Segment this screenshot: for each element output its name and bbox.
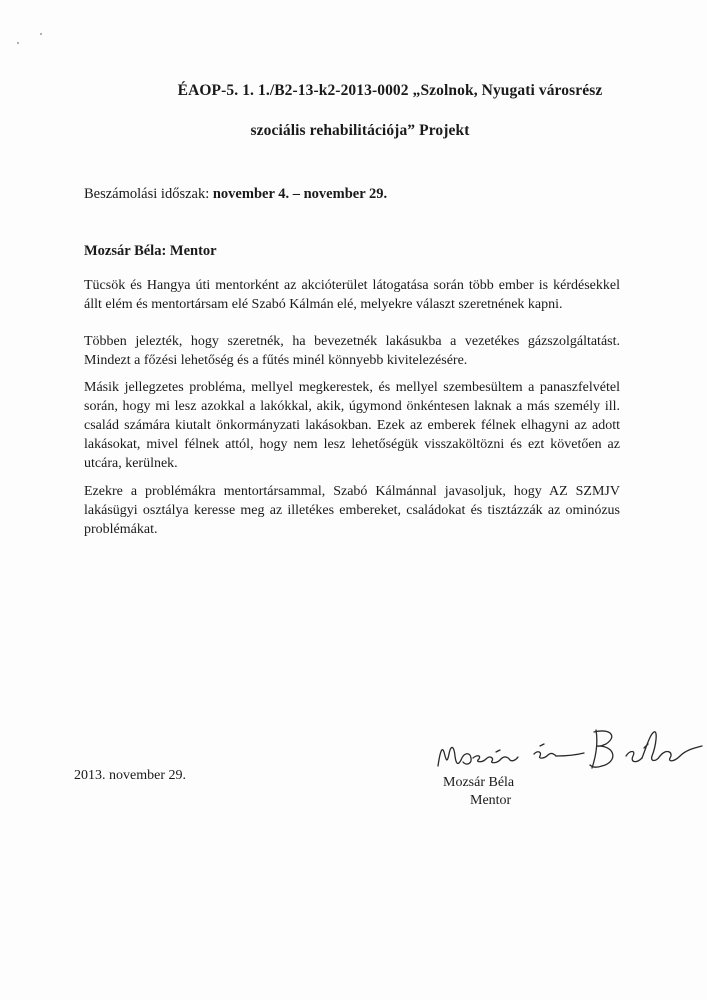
handwritten-signature — [430, 722, 707, 778]
paragraph: Ezekre a problémákra mentortársammal, Szabó Kálmánnal javasoljuk, hogy AZ SZMJV lakásügyi osztálya keresse meg az illetékes embereket, családokat és tisztázzák az ominózus problémákat. — [84, 484, 620, 537]
scan-speck — [40, 33, 42, 35]
reporting-period — [84, 186, 387, 203]
paragraph: Tücsök és Hangya úti mentorként az akcióterület látogatása során több ember is kérdésekkel állt elém és mentortársam elé Szabó Kálmán elé, melyekre választ szeretnének kapni. — [84, 278, 620, 312]
reporting-period-label: Beszámolási időszak: — [84, 186, 213, 202]
document-date: 2013. november 29. — [74, 768, 186, 783]
project-title-line-1: ÉAOP-5. 1. 1./B2-13-k2-2013-0002 „Szolnok, Nyugati városrész — [177, 82, 603, 99]
project-title-line-2: szociális rehabilitációja” Projekt — [250, 122, 470, 139]
paragraph: Többen jelezték, hogy szeretnék, ha bevezetnék lakásukba a vezetékes gázszolgáltatást. Mindezt a főzési lehetőség és a fűtés minél könnyebb kivitelezésére. — [84, 334, 620, 368]
section-heading: Mozsár Béla: Mentor — [84, 243, 217, 259]
signer-name: Mozsár Béla — [443, 775, 515, 790]
reporting-period-value: november 4. – november 29. — [212, 186, 388, 202]
paragraph: Másik jellegzetes probléma, mellyel megkerestek, és mellyel szembesültem a panaszfelvétel során, hogy mi lesz azokkal a lakókkal, akik, úgymond önkéntesen laknak a más személy ill. család számára kiutalt önkormányzati lakásokban. Ezek az emberek félnek elhagyni az adott lakásokat, mivel félnek attól, hogy nem lesz lehetőségük visszaköltözni és ezt követően az utcára, kerülnek. — [84, 380, 620, 471]
signer-role: Mentor — [470, 793, 512, 808]
scan-speck — [17, 42, 19, 44]
